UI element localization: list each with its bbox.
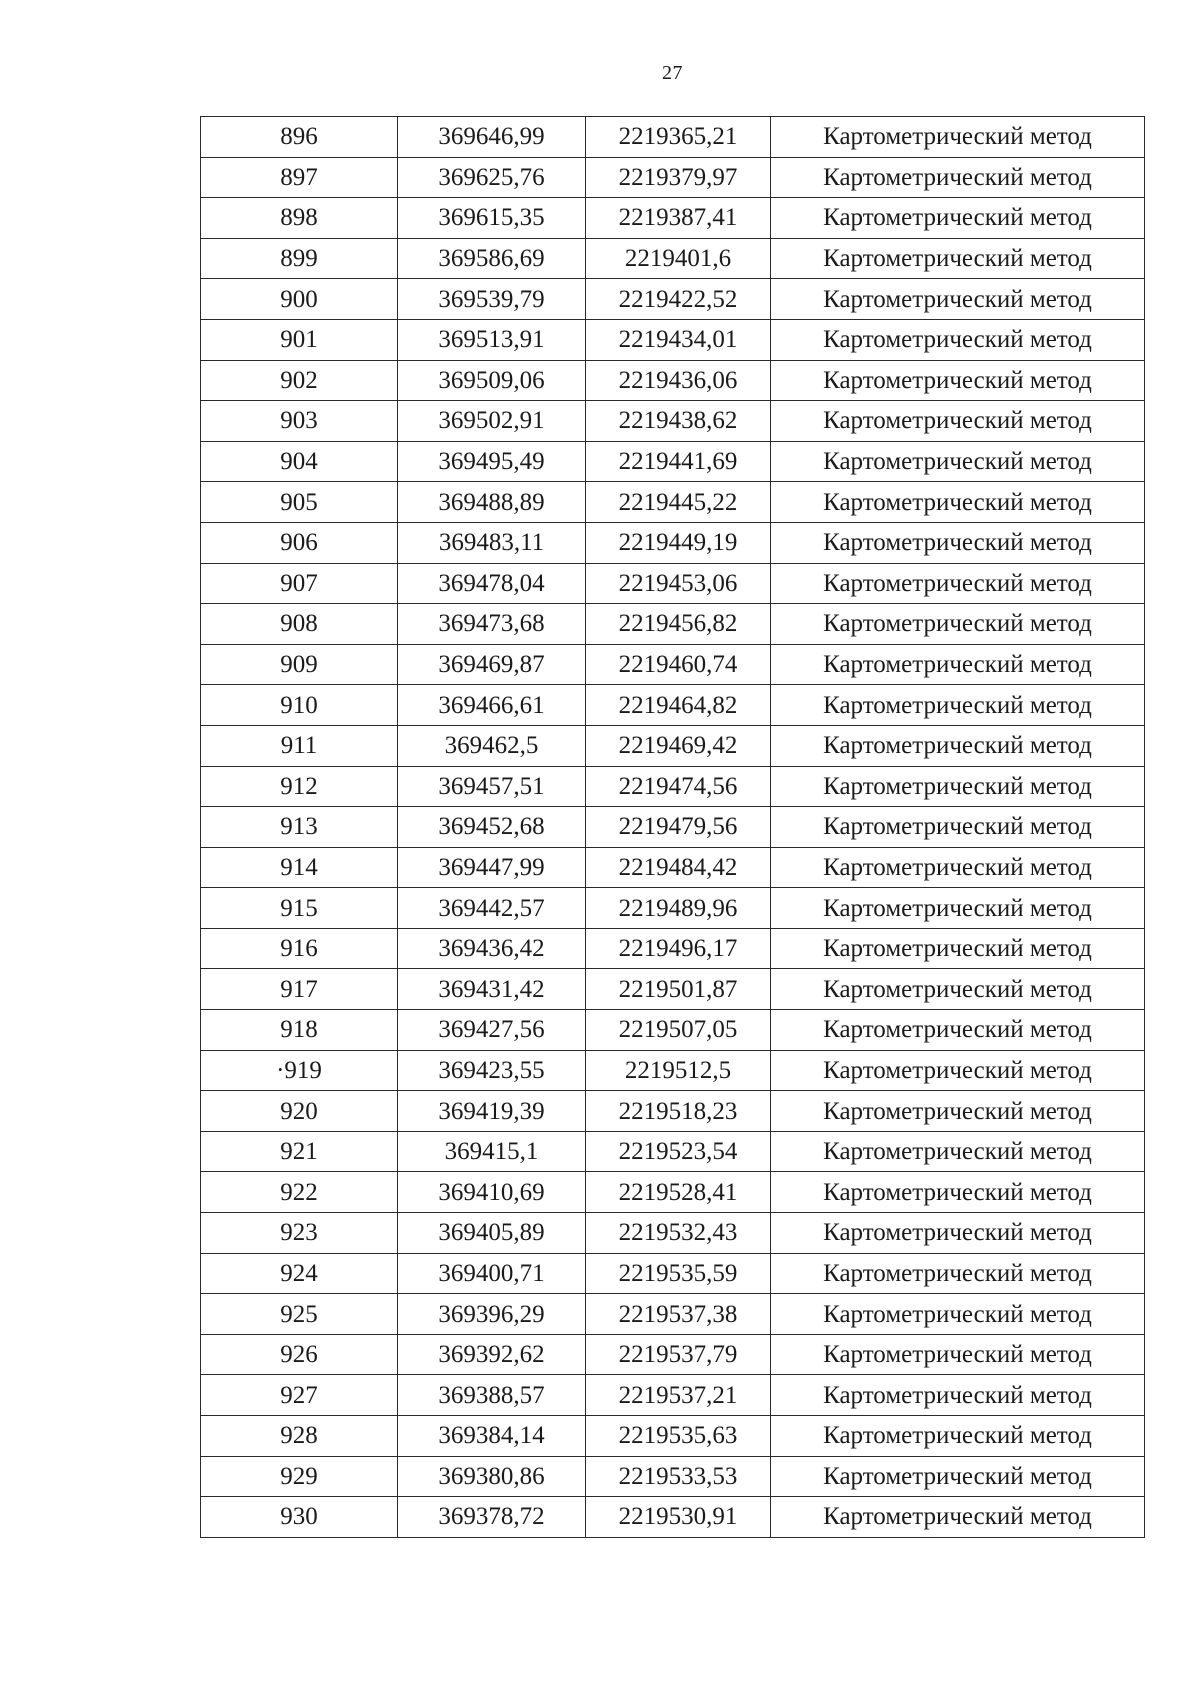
page-number: 27 <box>662 62 683 84</box>
table-row <box>201 604 1145 645</box>
y-coordinate-cell: 2219464,82 <box>586 685 771 726</box>
point-number-cell: 920 <box>201 1091 398 1132</box>
x-coordinate-cell: 369378,72 <box>398 1497 586 1538</box>
point-number-cell: 908 <box>201 604 398 645</box>
x-coordinate-cell: 369410,69 <box>398 1172 586 1213</box>
method-cell: Картометрический метод <box>771 482 1145 523</box>
table-row <box>201 1091 1145 1132</box>
method-cell: Картометрический метод <box>771 969 1145 1010</box>
method-cell: Картометрический метод <box>771 888 1145 929</box>
x-coordinate-cell: 369442,57 <box>398 888 586 929</box>
method-cell: Картометрический метод <box>771 1416 1145 1457</box>
y-coordinate-cell: 2219453,06 <box>586 563 771 604</box>
x-coordinate-cell: 369488,89 <box>398 482 586 523</box>
table-row <box>201 1253 1145 1294</box>
x-coordinate-cell: 369452,68 <box>398 807 586 848</box>
table-row <box>201 198 1145 239</box>
table-row <box>201 279 1145 320</box>
x-coordinate-cell: 369457,51 <box>398 766 586 807</box>
table-row <box>201 1050 1145 1091</box>
point-number-cell: 927 <box>201 1375 398 1416</box>
x-coordinate-cell: 369646,99 <box>398 117 586 158</box>
table-row <box>201 1010 1145 1051</box>
x-coordinate-cell: 369483,11 <box>398 522 586 563</box>
x-coordinate-cell: 369447,99 <box>398 847 586 888</box>
point-number-cell: 898 <box>201 198 398 239</box>
x-coordinate-cell: 369423,55 <box>398 1050 586 1091</box>
point-number-cell: 897 <box>201 157 398 198</box>
x-coordinate-cell: 369502,91 <box>398 401 586 442</box>
point-number-cell: 921 <box>201 1131 398 1172</box>
x-coordinate-cell: 369415,1 <box>398 1131 586 1172</box>
y-coordinate-cell: 2219401,6 <box>586 238 771 279</box>
x-coordinate-cell: 369380,86 <box>398 1456 586 1497</box>
point-number-cell: ·919 <box>201 1050 398 1091</box>
y-coordinate-cell: 2219460,74 <box>586 644 771 685</box>
point-number-cell: 917 <box>201 969 398 1010</box>
method-cell: Картометрический метод <box>771 766 1145 807</box>
table-row <box>201 157 1145 198</box>
x-coordinate-cell: 369388,57 <box>398 1375 586 1416</box>
point-number-cell: 925 <box>201 1294 398 1335</box>
y-coordinate-cell: 2219507,05 <box>586 1010 771 1051</box>
x-coordinate-cell: 369539,79 <box>398 279 586 320</box>
y-coordinate-cell: 2219422,52 <box>586 279 771 320</box>
table-row <box>201 1294 1145 1335</box>
method-cell: Картометрический метод <box>771 685 1145 726</box>
point-number-cell: 910 <box>201 685 398 726</box>
y-coordinate-cell: 2219445,22 <box>586 482 771 523</box>
point-number-cell: 899 <box>201 238 398 279</box>
point-number-cell: 912 <box>201 766 398 807</box>
x-coordinate-cell: 369625,76 <box>398 157 586 198</box>
point-number-cell: 915 <box>201 888 398 929</box>
x-coordinate-cell: 369405,89 <box>398 1213 586 1254</box>
method-cell: Картометрический метод <box>771 1091 1145 1132</box>
method-cell: Картометрический метод <box>771 1375 1145 1416</box>
x-coordinate-cell: 369495,49 <box>398 441 586 482</box>
x-coordinate-cell: 369431,42 <box>398 969 586 1010</box>
table-row <box>201 928 1145 969</box>
method-cell: Картометрический метод <box>771 644 1145 685</box>
method-cell: Картометрический метод <box>771 1253 1145 1294</box>
point-number-cell: 916 <box>201 928 398 969</box>
y-coordinate-cell: 2219474,56 <box>586 766 771 807</box>
table-row <box>201 482 1145 523</box>
y-coordinate-cell: 2219438,62 <box>586 401 771 442</box>
method-cell: Картометрический метод <box>771 1010 1145 1051</box>
method-cell: Картометрический метод <box>771 807 1145 848</box>
method-cell: Картометрический метод <box>771 157 1145 198</box>
table-row <box>201 1131 1145 1172</box>
table-row <box>201 319 1145 360</box>
table-row <box>201 1497 1145 1538</box>
x-coordinate-cell: 369509,06 <box>398 360 586 401</box>
x-coordinate-cell: 369462,5 <box>398 725 586 766</box>
method-cell: Картометрический метод <box>771 522 1145 563</box>
table-row <box>201 807 1145 848</box>
point-number-cell: 922 <box>201 1172 398 1213</box>
point-number-cell: 907 <box>201 563 398 604</box>
point-number-cell: 914 <box>201 847 398 888</box>
x-coordinate-cell: 369513,91 <box>398 319 586 360</box>
y-coordinate-cell: 2219496,17 <box>586 928 771 969</box>
point-number-cell: 924 <box>201 1253 398 1294</box>
y-coordinate-cell: 2219523,54 <box>586 1131 771 1172</box>
point-number-cell: 930 <box>201 1497 398 1538</box>
method-cell: Картометрический метод <box>771 1213 1145 1254</box>
y-coordinate-cell: 2219434,01 <box>586 319 771 360</box>
method-cell: Картометрический метод <box>771 1050 1145 1091</box>
method-cell: Картометрический метод <box>771 1334 1145 1375</box>
table-row <box>201 888 1145 929</box>
y-coordinate-cell: 2219518,23 <box>586 1091 771 1132</box>
method-cell: Картометрический метод <box>771 360 1145 401</box>
method-cell: Картометрический метод <box>771 563 1145 604</box>
y-coordinate-cell: 2219365,21 <box>586 117 771 158</box>
method-cell: Картометрический метод <box>771 604 1145 645</box>
method-cell: Картометрический метод <box>771 1294 1145 1335</box>
coordinates-table-body <box>201 117 1145 1538</box>
point-number-cell: 906 <box>201 522 398 563</box>
method-cell: Картометрический метод <box>771 441 1145 482</box>
x-coordinate-cell: 369436,42 <box>398 928 586 969</box>
table-row <box>201 1172 1145 1213</box>
method-cell: Картометрический метод <box>771 117 1145 158</box>
table-row <box>201 238 1145 279</box>
table-row <box>201 1416 1145 1457</box>
x-coordinate-cell: 369392,62 <box>398 1334 586 1375</box>
method-cell: Картометрический метод <box>771 279 1145 320</box>
y-coordinate-cell: 2219479,56 <box>586 807 771 848</box>
y-coordinate-cell: 2219537,21 <box>586 1375 771 1416</box>
y-coordinate-cell: 2219501,87 <box>586 969 771 1010</box>
point-number-cell: 905 <box>201 482 398 523</box>
y-coordinate-cell: 2219379,97 <box>586 157 771 198</box>
method-cell: Картометрический метод <box>771 198 1145 239</box>
method-cell: Картометрический метод <box>771 319 1145 360</box>
y-coordinate-cell: 2219441,69 <box>586 441 771 482</box>
table-row <box>201 117 1145 158</box>
method-cell: Картометрический метод <box>771 1497 1145 1538</box>
method-cell: Картометрический метод <box>771 1456 1145 1497</box>
y-coordinate-cell: 2219537,79 <box>586 1334 771 1375</box>
x-coordinate-cell: 369396,29 <box>398 1294 586 1335</box>
y-coordinate-cell: 2219528,41 <box>586 1172 771 1213</box>
point-number-cell: 901 <box>201 319 398 360</box>
point-number-cell: 900 <box>201 279 398 320</box>
table-row <box>201 1456 1145 1497</box>
coordinates-table <box>200 116 1145 1538</box>
x-coordinate-cell: 369469,87 <box>398 644 586 685</box>
point-number-cell: 909 <box>201 644 398 685</box>
x-coordinate-cell: 369586,69 <box>398 238 586 279</box>
y-coordinate-cell: 2219436,06 <box>586 360 771 401</box>
y-coordinate-cell: 2219535,63 <box>586 1416 771 1457</box>
y-coordinate-cell: 2219532,43 <box>586 1213 771 1254</box>
method-cell: Картометрический метод <box>771 1131 1145 1172</box>
x-coordinate-cell: 369615,35 <box>398 198 586 239</box>
x-coordinate-cell: 369400,71 <box>398 1253 586 1294</box>
x-coordinate-cell: 369473,68 <box>398 604 586 645</box>
table-row <box>201 969 1145 1010</box>
point-number-cell: 903 <box>201 401 398 442</box>
method-cell: Картометрический метод <box>771 725 1145 766</box>
point-number-cell: 913 <box>201 807 398 848</box>
method-cell: Картометрический метод <box>771 1172 1145 1213</box>
point-number-cell: 923 <box>201 1213 398 1254</box>
x-coordinate-cell: 369466,61 <box>398 685 586 726</box>
y-coordinate-cell: 2219535,59 <box>586 1253 771 1294</box>
y-coordinate-cell: 2219533,53 <box>586 1456 771 1497</box>
x-coordinate-cell: 369419,39 <box>398 1091 586 1132</box>
table-row <box>201 360 1145 401</box>
x-coordinate-cell: 369427,56 <box>398 1010 586 1051</box>
table-row <box>201 725 1145 766</box>
table-row <box>201 847 1145 888</box>
y-coordinate-cell: 2219512,5 <box>586 1050 771 1091</box>
method-cell: Картометрический метод <box>771 401 1145 442</box>
table-row <box>201 522 1145 563</box>
table-row <box>201 1334 1145 1375</box>
table-row <box>201 685 1145 726</box>
table-row <box>201 644 1145 685</box>
table-row <box>201 441 1145 482</box>
method-cell: Картометрический метод <box>771 238 1145 279</box>
y-coordinate-cell: 2219537,38 <box>586 1294 771 1335</box>
y-coordinate-cell: 2219489,96 <box>586 888 771 929</box>
y-coordinate-cell: 2219456,82 <box>586 604 771 645</box>
table-row <box>201 401 1145 442</box>
table-row <box>201 563 1145 604</box>
point-number-cell: 929 <box>201 1456 398 1497</box>
point-number-cell: 896 <box>201 117 398 158</box>
x-coordinate-cell: 369384,14 <box>398 1416 586 1457</box>
point-number-cell: 928 <box>201 1416 398 1457</box>
method-cell: Картометрический метод <box>771 928 1145 969</box>
point-number-cell: 904 <box>201 441 398 482</box>
y-coordinate-cell: 2219484,42 <box>586 847 771 888</box>
table-row <box>201 766 1145 807</box>
point-number-cell: 918 <box>201 1010 398 1051</box>
x-coordinate-cell: 369478,04 <box>398 563 586 604</box>
point-number-cell: 911 <box>201 725 398 766</box>
y-coordinate-cell: 2219530,91 <box>586 1497 771 1538</box>
method-cell: Картометрический метод <box>771 847 1145 888</box>
y-coordinate-cell: 2219387,41 <box>586 198 771 239</box>
table-row <box>201 1375 1145 1416</box>
y-coordinate-cell: 2219469,42 <box>586 725 771 766</box>
table-row <box>201 1213 1145 1254</box>
y-coordinate-cell: 2219449,19 <box>586 522 771 563</box>
point-number-cell: 926 <box>201 1334 398 1375</box>
point-number-cell: 902 <box>201 360 398 401</box>
